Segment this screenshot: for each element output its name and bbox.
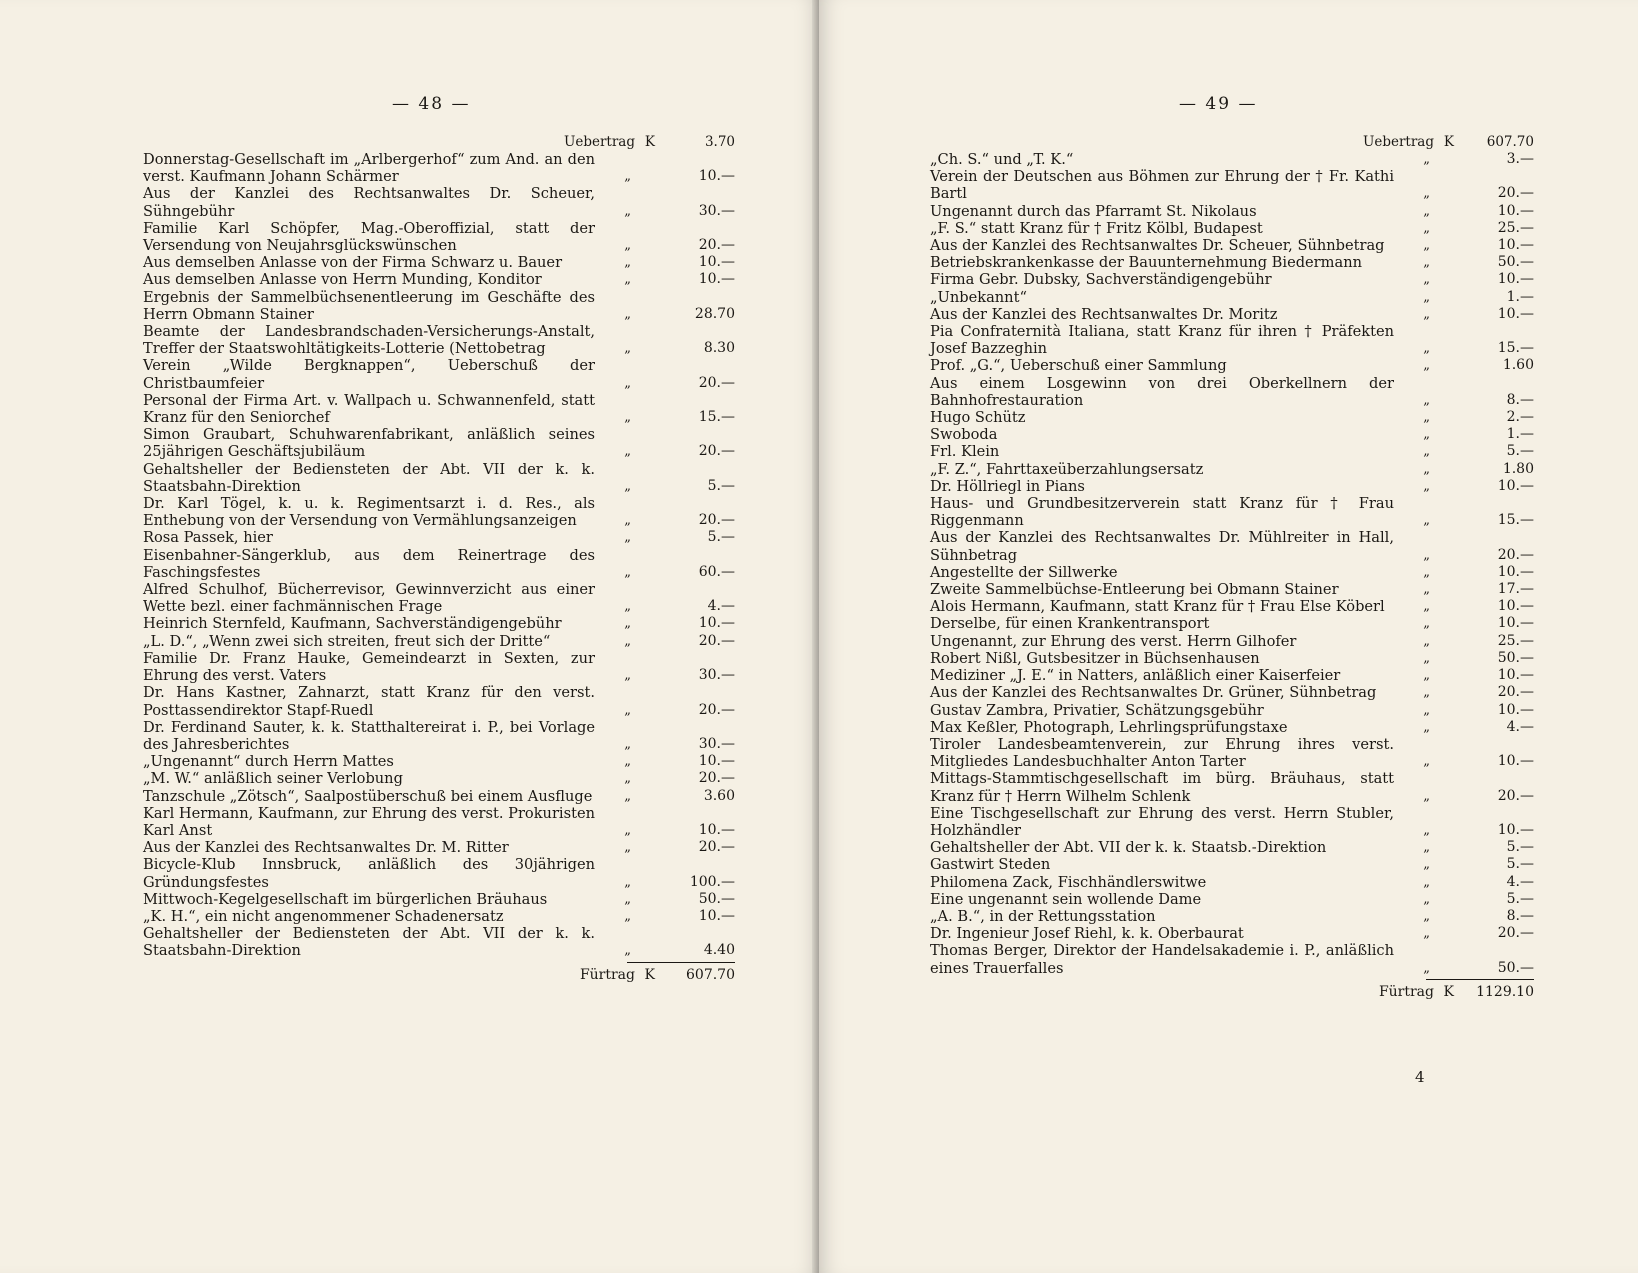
ditto-mark: „ [624, 891, 631, 907]
ditto-mark: „ [1423, 822, 1430, 838]
entry-description: Beamte der Landesbrandschaden-Versicherungs-Anstalt, Treffer der Staatswohltätigkeits-Lotterie (Nettobetrag [143, 323, 595, 358]
signature-mark: 4 [1415, 1068, 1425, 1086]
entry-description: Betriebskrankenkasse der Bauunternehmung Biedermann [930, 254, 1362, 272]
entry-amount: 17.— [1497, 581, 1534, 598]
entry-description: Frl. Klein [930, 443, 1000, 461]
entry-amount: 5.— [707, 529, 735, 546]
ditto-mark: „ [1423, 513, 1430, 529]
ledger-entry [930, 667, 1534, 684]
ditto-mark: „ [1423, 960, 1430, 976]
ledger-entry [930, 461, 1534, 478]
ditto-mark: „ [624, 668, 631, 684]
entry-amount: 10.— [1497, 615, 1534, 632]
entry-amount: 20.— [698, 839, 735, 856]
currency: K [1443, 983, 1454, 1000]
ditto-mark: „ [624, 513, 631, 529]
entry-description: Aus der Kanzlei des Rechtsanwaltes Dr. Scheuer, Sühnbetrag [930, 237, 1385, 255]
entry-amount: 5.— [1506, 839, 1534, 856]
entry-description: Prof. „G.“, Ueberschuß einer Sammlung [930, 357, 1227, 375]
entry-description: Eine Tischgesellschaft zur Ehrung des verst. Herrn Stubler, Holzhändler [930, 804, 1394, 839]
ditto-mark: „ [1423, 891, 1430, 907]
entry-list [930, 151, 1534, 977]
ledger-entry [930, 220, 1534, 237]
ledger-entry [143, 839, 735, 856]
ledger-entry [143, 529, 735, 546]
entry-amount: 10.— [698, 907, 735, 924]
ditto-mark: „ [624, 788, 631, 804]
carry-amount: 3.70 [704, 134, 735, 150]
entry-amount: 20.— [698, 237, 735, 254]
ledger-entry [143, 633, 735, 650]
ledger-entry [930, 237, 1534, 254]
ledger-entry [930, 581, 1534, 598]
entry-description: „F. Z.“, Fahrttaxeüberzahlungsersatz [930, 460, 1204, 478]
entry-description: „A. B.“, in der Rettungsstation [930, 907, 1156, 925]
entry-description: Dr. Höllriegl in Pians [930, 477, 1085, 495]
ditto-mark: „ [624, 341, 631, 357]
carry-over-row [930, 134, 1534, 151]
ditto-mark: „ [1423, 840, 1430, 856]
ditto-mark: „ [1423, 220, 1430, 236]
entry-list [143, 151, 735, 960]
ledger-entry [930, 719, 1534, 736]
ledger-entry [143, 151, 735, 185]
entry-amount: 8.30 [703, 340, 735, 357]
ditto-mark: „ [1423, 754, 1430, 770]
ledger-entry [143, 495, 735, 529]
entry-amount: 8.— [1506, 907, 1534, 924]
ditto-mark: „ [1423, 719, 1430, 735]
entry-amount: 30.— [698, 667, 735, 684]
ledger-entry [143, 753, 735, 770]
entry-amount: 50.— [698, 890, 735, 907]
entry-amount: 20.— [698, 374, 735, 391]
ledger-entry [143, 357, 735, 391]
ditto-mark: „ [624, 478, 631, 494]
ditto-mark: „ [624, 754, 631, 770]
ledger-entry [930, 357, 1534, 374]
entry-description: Aus demselben Anlasse von der Firma Schwarz u. Bauer [143, 254, 563, 272]
entry-amount: 10.— [1497, 477, 1534, 494]
entry-description: „Unbekannt“ [930, 288, 1027, 306]
entry-description: Aus der Kanzlei des Rechtsanwaltes Dr. M. Ritter [143, 839, 509, 857]
ledger-entry [930, 271, 1534, 288]
entry-description: „K. H.“, ein nicht angenommener Schadenersatz [143, 907, 504, 925]
entry-description: Familie Karl Schöpfer, Mag.-Oberoffizial, statt der Versendung von Neujahrsglückswünschen [143, 219, 595, 255]
entry-amount: 30.— [698, 202, 735, 219]
ditto-mark: „ [624, 255, 631, 271]
entry-amount: 20.— [1497, 185, 1534, 202]
ledger-entry [930, 615, 1534, 632]
entry-amount: 4.— [707, 598, 735, 615]
entry-description: Aus der Kanzlei des Rechtsanwaltes Dr. Moritz [930, 305, 1278, 323]
ledger-entry [930, 529, 1534, 563]
ditto-mark: „ [1423, 908, 1430, 924]
entry-amount: 20.— [1497, 684, 1534, 701]
entry-amount: 10.— [1497, 305, 1534, 322]
entry-description: Tiroler Landesbeamtenverein, zur Ehrung ihres verst. Mitgliedes Landesbuchhalter Anton Tarter [930, 735, 1394, 771]
ledger-entry [143, 289, 735, 323]
ditto-mark: „ [1423, 599, 1430, 615]
entry-description: Alfred Schulhof, Bücherrevisor, Gewinnverzicht aus einer Wette bezl. einer fachmännischen Frage [143, 581, 595, 616]
entry-amount: 5.— [1506, 890, 1534, 907]
ledger-entry [930, 564, 1534, 581]
ledger-entry [930, 151, 1534, 168]
entry-amount: 50.— [1497, 254, 1534, 271]
entry-description: Rosa Passek, hier [143, 529, 273, 547]
ledger-entry [930, 942, 1534, 976]
ditto-mark: „ [1423, 926, 1430, 942]
ledger-entry [930, 770, 1534, 804]
entry-amount: 1.— [1506, 426, 1534, 443]
ditto-mark: „ [1423, 582, 1430, 598]
entry-amount: 2.— [1506, 409, 1534, 426]
carry-over-row [143, 134, 735, 151]
ledger-entry [143, 615, 735, 632]
entry-description: Dr. Hans Kastner, Zahnarzt, statt Kranz für den verst. Posttassendirektor Stapf-Ruedl [143, 684, 595, 719]
entry-amount: 10.— [698, 615, 735, 632]
entry-amount: 10.— [1497, 202, 1534, 219]
ledger-entry [930, 203, 1534, 220]
sum-rule [627, 962, 735, 963]
ledger-entry [930, 856, 1534, 873]
ditto-mark: „ [1423, 668, 1430, 684]
ledger-entry [143, 650, 735, 684]
sum-rule [1426, 979, 1534, 980]
entry-description: Aus einem Losgewinn von drei Oberkellnern der Bahnhofrestauration [930, 374, 1394, 409]
ditto-mark: „ [624, 238, 631, 254]
ditto-mark: „ [1423, 255, 1430, 271]
ditto-mark: „ [1423, 410, 1430, 426]
ditto-mark: „ [1423, 444, 1430, 460]
ledger-entry [930, 254, 1534, 271]
ledger-entry [143, 581, 735, 615]
ledger-entry [930, 375, 1534, 409]
ditto-mark: „ [1423, 874, 1430, 890]
ditto-mark: „ [1423, 272, 1430, 288]
ditto-mark: „ [1423, 633, 1430, 649]
entry-amount: 10.— [1497, 667, 1534, 684]
ledger [143, 134, 735, 985]
ditto-mark: „ [624, 272, 631, 288]
entry-description: Haus- und Grundbesitzerverein statt Kranz für † Frau Riggenmann [930, 495, 1394, 530]
ledger-entry [143, 788, 735, 805]
entry-description: Mittwoch-Kegelgesellschaft im bürgerlichen Bräuhaus [143, 890, 548, 908]
entry-description: Ungenannt, zur Ehrung des verst. Herrn Gilhofer [930, 632, 1297, 650]
ditto-mark: „ [1423, 152, 1430, 167]
ledger-entry [930, 289, 1534, 306]
ledger-entry [930, 426, 1534, 443]
ledger-entry [143, 547, 735, 581]
entry-amount: 5.— [707, 477, 735, 494]
ledger-entry [143, 271, 735, 288]
entry-description: Bicycle-Klub Innsbruck, anläßlich des 30jährigen Gründungsfestes [143, 856, 595, 891]
ditto-mark: „ [1423, 461, 1430, 477]
ledger-entry [143, 323, 735, 357]
ditto-mark: „ [1423, 203, 1430, 219]
entry-amount: 1.60 [1502, 357, 1534, 374]
ledger-entry [143, 856, 735, 890]
ledger-entry [143, 254, 735, 271]
entry-amount: 10.— [1497, 237, 1534, 254]
entry-description: Ungenannt durch das Pfarramt St. Nikolaus [930, 202, 1257, 220]
entry-amount: 20.— [1497, 925, 1534, 942]
carry-label: Uebertrag [563, 134, 635, 150]
ledger-entry [143, 925, 735, 959]
ditto-mark: „ [624, 169, 631, 185]
entry-description: Personal der Firma Art. v. Wallpach u. Schwannenfeld, statt Kranz für den Seniorchef [143, 391, 595, 427]
entry-description: Aus der Kanzlei des Rechtsanwaltes Dr. Scheuer, Sühngebühr [143, 185, 595, 220]
ditto-mark: „ [1423, 547, 1430, 563]
entry-amount: 10.— [698, 168, 735, 185]
ledger-entry [930, 633, 1534, 650]
ledger [930, 134, 1534, 1002]
ditto-mark: „ [624, 375, 631, 391]
carry-amount: 607.70 [1486, 134, 1534, 150]
entry-description: Heinrich Sternfeld, Kaufmann, Sachverständigengebühr [143, 615, 562, 633]
ledger-entry [930, 598, 1534, 615]
entry-description: Derselbe, für einen Krankentransport [930, 615, 1210, 633]
ditto-mark: „ [1423, 702, 1430, 718]
ditto-mark: „ [624, 771, 631, 787]
entry-amount: 4.— [1506, 873, 1534, 890]
ledger-entry [930, 891, 1534, 908]
entry-amount: 10.— [698, 254, 735, 271]
entry-amount: 15.— [1497, 512, 1534, 529]
carry-label: Uebertrag [1362, 134, 1434, 150]
carry-forward-row [930, 982, 1534, 1002]
entry-amount: 15.— [698, 409, 735, 426]
ditto-mark: „ [624, 599, 631, 615]
entry-amount: 4.— [1506, 718, 1534, 735]
entry-description: Gustav Zambra, Privatier, Schätzungsgebühr [930, 701, 1264, 719]
ditto-mark: „ [1423, 186, 1430, 202]
ditto-mark: „ [1423, 392, 1430, 408]
ditto-mark: „ [1423, 478, 1430, 494]
ledger-entry [143, 719, 735, 753]
carry-forward-amount: 607.70 [686, 966, 735, 983]
entry-description: „Ch. S.“ und „T. K.“ [930, 151, 1074, 168]
entry-amount: 3.— [1506, 151, 1534, 167]
entry-description: Dr. Ferdinand Sauter, k. k. Statthaltereirat i. P., bei Vorlage des Jahresberichtes [143, 718, 595, 753]
entry-amount: 1.— [1506, 288, 1534, 305]
entry-description: Thomas Berger, Direktor der Handelsakademie i. P., anläßlich eines Trauerfalles [930, 942, 1394, 977]
entry-description: Zweite Sammelbüchse-Entleerung bei Obmann Stainer [930, 581, 1339, 599]
entry-amount: 10.— [698, 821, 735, 838]
page-number: — 49 — [1179, 94, 1258, 114]
ditto-mark: „ [624, 822, 631, 838]
entry-amount: 20.— [698, 701, 735, 718]
entry-amount: 8.— [1506, 391, 1534, 408]
entry-amount: 3.60 [703, 787, 735, 804]
ledger-entry [930, 925, 1534, 942]
ditto-mark: „ [624, 564, 631, 580]
entry-amount: 30.— [698, 735, 735, 752]
ledger-entry [143, 805, 735, 839]
entry-amount: 10.— [1497, 753, 1534, 770]
entry-amount: 5.— [1506, 443, 1534, 460]
ditto-mark: „ [624, 736, 631, 752]
entry-description: Dr. Karl Tögel, k. u. k. Regimentsarzt i. d. Res., als Enthebung von der Versendung von Vermählungsanzeigen [143, 495, 595, 530]
entry-description: Max Keßler, Photograph, Lehrlingsprüfungstaxe [930, 718, 1288, 736]
ledger-entry [930, 306, 1534, 323]
entry-description: Donnerstag-Gesellschaft im „Arlbergerhof“ zum And. an den verst. Kaufmann Johann Schärmer [143, 151, 595, 186]
entry-description: Hugo Schütz [930, 409, 1026, 427]
ditto-mark: „ [1423, 564, 1430, 580]
ledger-entry [143, 392, 735, 426]
ditto-mark: „ [1423, 289, 1430, 305]
entry-amount: 20.— [1497, 787, 1534, 804]
ledger-entry [930, 443, 1534, 460]
entry-description: Verein der Deutschen aus Böhmen zur Ehrung der † Fr. Kathi Bartl [930, 168, 1394, 203]
currency: K [1443, 134, 1454, 150]
ditto-mark: „ [1423, 685, 1430, 701]
entry-amount: 28.70 [694, 305, 735, 322]
entry-description: Eisenbahner-Sängerklub, aus dem Reinertrage des Faschingsfestes [143, 546, 595, 581]
entry-description: Aus der Kanzlei des Rechtsanwaltes Dr. Mühlreiter in Hall, Sühnbetrag [930, 529, 1394, 564]
entry-amount: 60.— [698, 563, 735, 580]
entry-amount: 100.— [689, 873, 735, 890]
entry-description: Aus der Kanzlei des Rechtsanwaltes Dr. Grüner, Sühnbetrag [930, 684, 1377, 702]
ditto-mark: „ [1423, 238, 1430, 254]
ditto-mark: „ [624, 908, 631, 924]
entry-description: Philomena Zack, Fischhändlerswitwe [930, 873, 1207, 891]
entry-description: Gastwirt Steden [930, 856, 1051, 874]
entry-description: Aus demselben Anlasse von Herrn Munding, Konditor [143, 271, 542, 289]
ditto-mark: „ [1423, 616, 1430, 632]
ledger-entry [930, 908, 1534, 925]
entry-description: Verein „Wilde Bergknappen“, Ueberschuß der Christbaumfeier [143, 357, 595, 392]
entry-description: Alois Hermann, Kaufmann, statt Kranz für † Frau Else Köberl [930, 598, 1385, 616]
ditto-mark: „ [624, 203, 631, 219]
ledger-entry [143, 185, 735, 219]
carry-forward-row [143, 965, 735, 985]
ledger-entry [143, 220, 735, 254]
entry-amount: 10.— [1497, 598, 1534, 615]
ditto-mark: „ [1423, 788, 1430, 804]
ditto-mark: „ [1423, 306, 1430, 322]
entry-description: Swoboda [930, 426, 998, 444]
entry-amount: 1.80 [1502, 460, 1534, 477]
entry-amount: 20.— [698, 512, 735, 529]
ditto-mark: „ [624, 702, 631, 718]
ledger-entry [930, 839, 1534, 856]
entry-amount: 10.— [1497, 271, 1534, 288]
ledger-entry [930, 805, 1534, 839]
entry-amount: 5.— [1506, 856, 1534, 873]
entry-description: Dr. Ingenieur Josef Riehl, k. k. Oberbaurat [930, 925, 1244, 943]
ditto-mark: „ [624, 633, 631, 649]
entry-description: Karl Hermann, Kaufmann, zur Ehrung des verst. Prokuristen Karl Anst [143, 804, 595, 839]
ditto-mark: „ [1423, 857, 1430, 873]
entry-description: „F. S.“ statt Kranz für † Fritz Kölbl, Budapest [930, 219, 1263, 237]
entry-description: Eine ungenannt sein wollende Dame [930, 890, 1202, 908]
entry-description: Familie Dr. Franz Hauke, Gemeindearzt in Sexten, zur Ehrung des verst. Vaters [143, 649, 595, 685]
entry-description: Robert Nißl, Gutsbesitzer in Büchsenhausen [930, 649, 1260, 667]
ditto-mark: „ [624, 840, 631, 856]
ledger-entry [143, 908, 735, 925]
ditto-mark: „ [624, 530, 631, 546]
entry-amount: 10.— [698, 271, 735, 288]
entry-description: Tanzschule „Zötsch“, Saalpostüberschuß bei einem Ausfluge [143, 787, 593, 805]
right-page [819, 0, 1638, 1273]
entry-amount: 10.— [1497, 701, 1534, 718]
ditto-mark: „ [624, 306, 631, 322]
carry-forward-label: Fürtrag [579, 966, 635, 983]
page-number: — 48 — [392, 94, 471, 114]
ditto-mark: „ [1423, 358, 1430, 374]
ledger-entry [930, 702, 1534, 719]
ledger-entry [143, 426, 735, 460]
ledger-entry [143, 770, 735, 787]
entry-amount: 20.— [1497, 546, 1534, 563]
carry-forward-amount: 1129.10 [1476, 983, 1534, 1000]
entry-amount: 10.— [1497, 821, 1534, 838]
entry-amount: 4.40 [703, 942, 735, 959]
entry-amount: 15.— [1497, 340, 1534, 357]
ledger-entry [930, 409, 1534, 426]
entry-amount: 20.— [698, 632, 735, 649]
entry-description: Gehaltsheller der Bediensteten der Abt. VII der k. k. Staatsbahn-Direktion [143, 925, 595, 960]
ledger-entry [930, 650, 1534, 667]
entry-amount: 20.— [698, 770, 735, 787]
ledger-entry [143, 461, 735, 495]
entry-description: Simon Graubart, Schuhwarenfabrikant, anläßlich seines 25jährigen Geschäftsjubiläum [143, 426, 595, 461]
entry-description: Gehaltsheller der Bediensteten der Abt. VII der k. k. Staatsbahn-Direktion [143, 460, 595, 495]
ditto-mark: „ [624, 410, 631, 426]
entry-amount: 20.— [698, 443, 735, 460]
ledger-entry [930, 495, 1534, 529]
ditto-mark: „ [624, 943, 631, 959]
entry-description: Angestellte der Sillwerke [930, 563, 1118, 581]
ledger-entry [930, 323, 1534, 357]
carry-forward-label: Fürtrag [1378, 983, 1434, 1000]
ledger-entry [930, 684, 1534, 701]
ditto-mark: „ [624, 444, 631, 460]
entry-description: „Ungenannt“ durch Herrn Mattes [143, 753, 394, 771]
ledger-entry [143, 684, 735, 718]
entry-amount: 25.— [1497, 219, 1534, 236]
ditto-mark: „ [1423, 341, 1430, 357]
entry-amount: 50.— [1497, 649, 1534, 666]
ledger-entry [930, 736, 1534, 770]
ledger-entry [143, 891, 735, 908]
entry-amount: 10.— [1497, 563, 1534, 580]
ditto-mark: „ [1423, 427, 1430, 443]
ledger-entry [930, 168, 1534, 202]
ledger-entry [930, 478, 1534, 495]
entry-description: Pia Confraternità Italiana, statt Kranz für ihren † Präfekten Josef Bazzeghin [930, 323, 1394, 358]
entry-description: Firma Gebr. Dubsky, Sachverständigengebühr [930, 271, 1272, 289]
ditto-mark: „ [624, 616, 631, 632]
entry-amount: 10.— [698, 753, 735, 770]
ditto-mark: „ [624, 874, 631, 890]
currency: K [644, 134, 655, 150]
entry-description: Mediziner „J. E.“ in Natters, anläßlich einer Kaiserfeier [930, 667, 1341, 685]
entry-description: Ergebnis der Sammelbüchsenentleerung im Geschäfte des Herrn Obmann Stainer [143, 288, 595, 323]
entry-amount: 25.— [1497, 632, 1534, 649]
entry-description: Gehaltsheller der Abt. VII der k. k. Staatsb.-Direktion [930, 839, 1327, 857]
ledger-entry [930, 874, 1534, 891]
entry-amount: 50.— [1497, 959, 1534, 976]
currency: K [644, 966, 655, 983]
entry-description: „L. D.“, „Wenn zwei sich streiten, freut sich der Dritte“ [143, 632, 551, 650]
entry-description: „M. W.“ anläßlich seiner Verlobung [143, 770, 403, 788]
ditto-mark: „ [1423, 650, 1430, 666]
entry-description: Mittags-Stammtischgesellschaft im bürg. Bräuhaus, statt Kranz für † Herrn Wilhelm Schlenk [930, 770, 1394, 805]
